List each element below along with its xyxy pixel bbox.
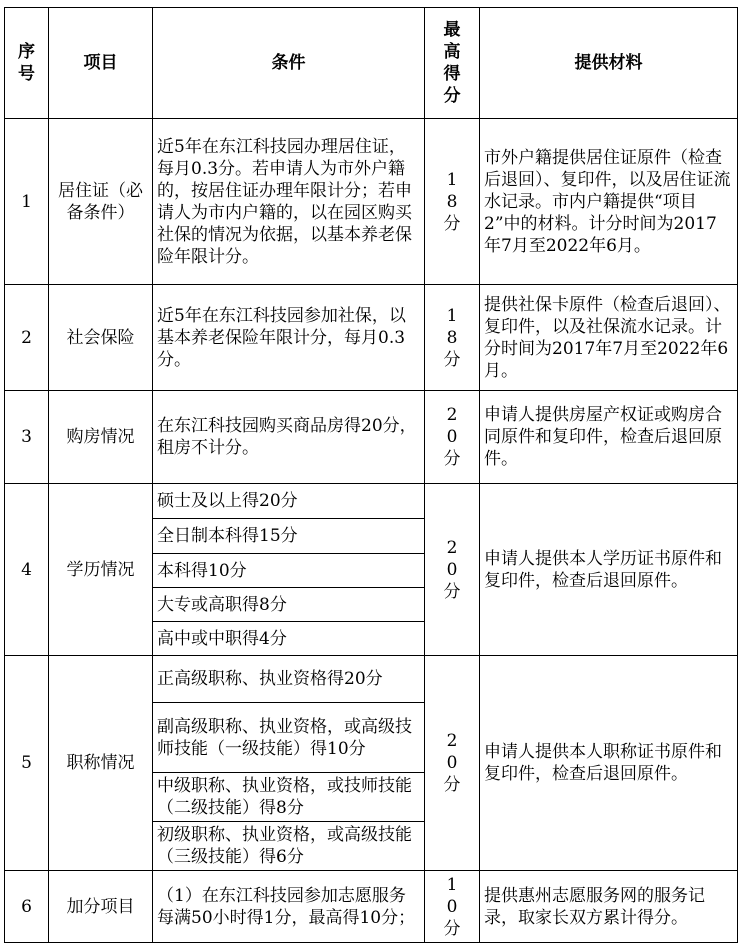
row-condition: 近5年在东江科技园办理居住证，每月0.3分。若申请人为市外户籍的，按居住证办理年限计分；若申请人为市内户籍的，以在园区购买社保的情况为依据，以基本养老保险年限计分。 <box>153 119 425 285</box>
scoring-table <box>4 7 738 943</box>
row-max-score: 18分 <box>425 119 480 285</box>
row-max-score: 18分 <box>425 285 480 391</box>
row-condition: 高中或中职得4分 <box>153 622 425 656</box>
header-condition: 条件 <box>153 8 425 119</box>
table-row <box>5 871 738 943</box>
row-condition: 硕士及以上得20分 <box>153 484 425 519</box>
row-condition: 本科得10分 <box>153 554 425 588</box>
table-row <box>5 391 738 484</box>
row-number: 2 <box>5 285 49 391</box>
row-number: 5 <box>5 656 49 871</box>
row-item: 社会保险 <box>49 285 153 391</box>
row-max-score: 10分 <box>425 871 480 943</box>
row-number: 4 <box>5 484 49 656</box>
row-materials: 申请人提供本人学历证书原件和复印件，检查后退回原件。 <box>480 484 738 656</box>
row-item: 购房情况 <box>49 391 153 484</box>
row-number: 6 <box>5 871 49 943</box>
row-condition: 初级职称、执业资格，或高级技能（三级技能）得6分 <box>153 822 425 871</box>
row-max-score: 20分 <box>425 656 480 871</box>
header-no: 序号 <box>5 8 49 119</box>
row-condition: 中级职称、执业资格，或技师技能（二级技能）得8分 <box>153 773 425 822</box>
row-condition: 大专或高职得8分 <box>153 588 425 622</box>
row-condition: 全日制本科得15分 <box>153 519 425 554</box>
table-row <box>5 119 738 285</box>
table-row <box>5 484 738 519</box>
header-max-score: 最高得分 <box>425 8 480 119</box>
header-materials: 提供材料 <box>480 8 738 119</box>
row-max-score: 20分 <box>425 391 480 484</box>
table-row <box>5 656 738 703</box>
table-row <box>5 285 738 391</box>
row-max-score: 20分 <box>425 484 480 656</box>
row-condition: 副高级职称、执业资格，或高级技师技能（一级技能）得10分 <box>153 703 425 773</box>
row-item: 加分项目 <box>49 871 153 943</box>
row-number: 1 <box>5 119 49 285</box>
header-row <box>5 8 738 119</box>
row-condition: 近5年在东江科技园参加社保，以基本养老保险年限计分，每月0.3分。 <box>153 285 425 391</box>
row-materials: 市外户籍提供居住证原件（检查后退回）、复印件，以及居住证流水记录。市内户籍提供“项目2”中的材料。计分时间为2017年7月至2022年6月。 <box>480 119 738 285</box>
row-number: 3 <box>5 391 49 484</box>
row-item: 学历情况 <box>49 484 153 656</box>
row-materials: 提供惠州志愿服务网的服务记录，取家长双方累计得分。 <box>480 871 738 943</box>
header-item: 项目 <box>49 8 153 119</box>
row-condition: 在东江科技园购买商品房得20分，租房不计分。 <box>153 391 425 484</box>
row-condition: （1）在东江科技园参加志愿服务每满50小时得1分，最高得10分； <box>153 871 425 943</box>
row-item: 居住证（必备条件） <box>49 119 153 285</box>
row-materials: 提供社保卡原件（检查后退回）、复印件，以及社保流水记录。计分时间为2017年7月至2022年6月。 <box>480 285 738 391</box>
row-condition: 正高级职称、执业资格得20分 <box>153 656 425 703</box>
row-materials: 申请人提供本人职称证书原件和复印件，检查后退回原件。 <box>480 656 738 871</box>
row-item: 职称情况 <box>49 656 153 871</box>
row-materials: 申请人提供房屋产权证或购房合同原件和复印件，检查后退回原件。 <box>480 391 738 484</box>
